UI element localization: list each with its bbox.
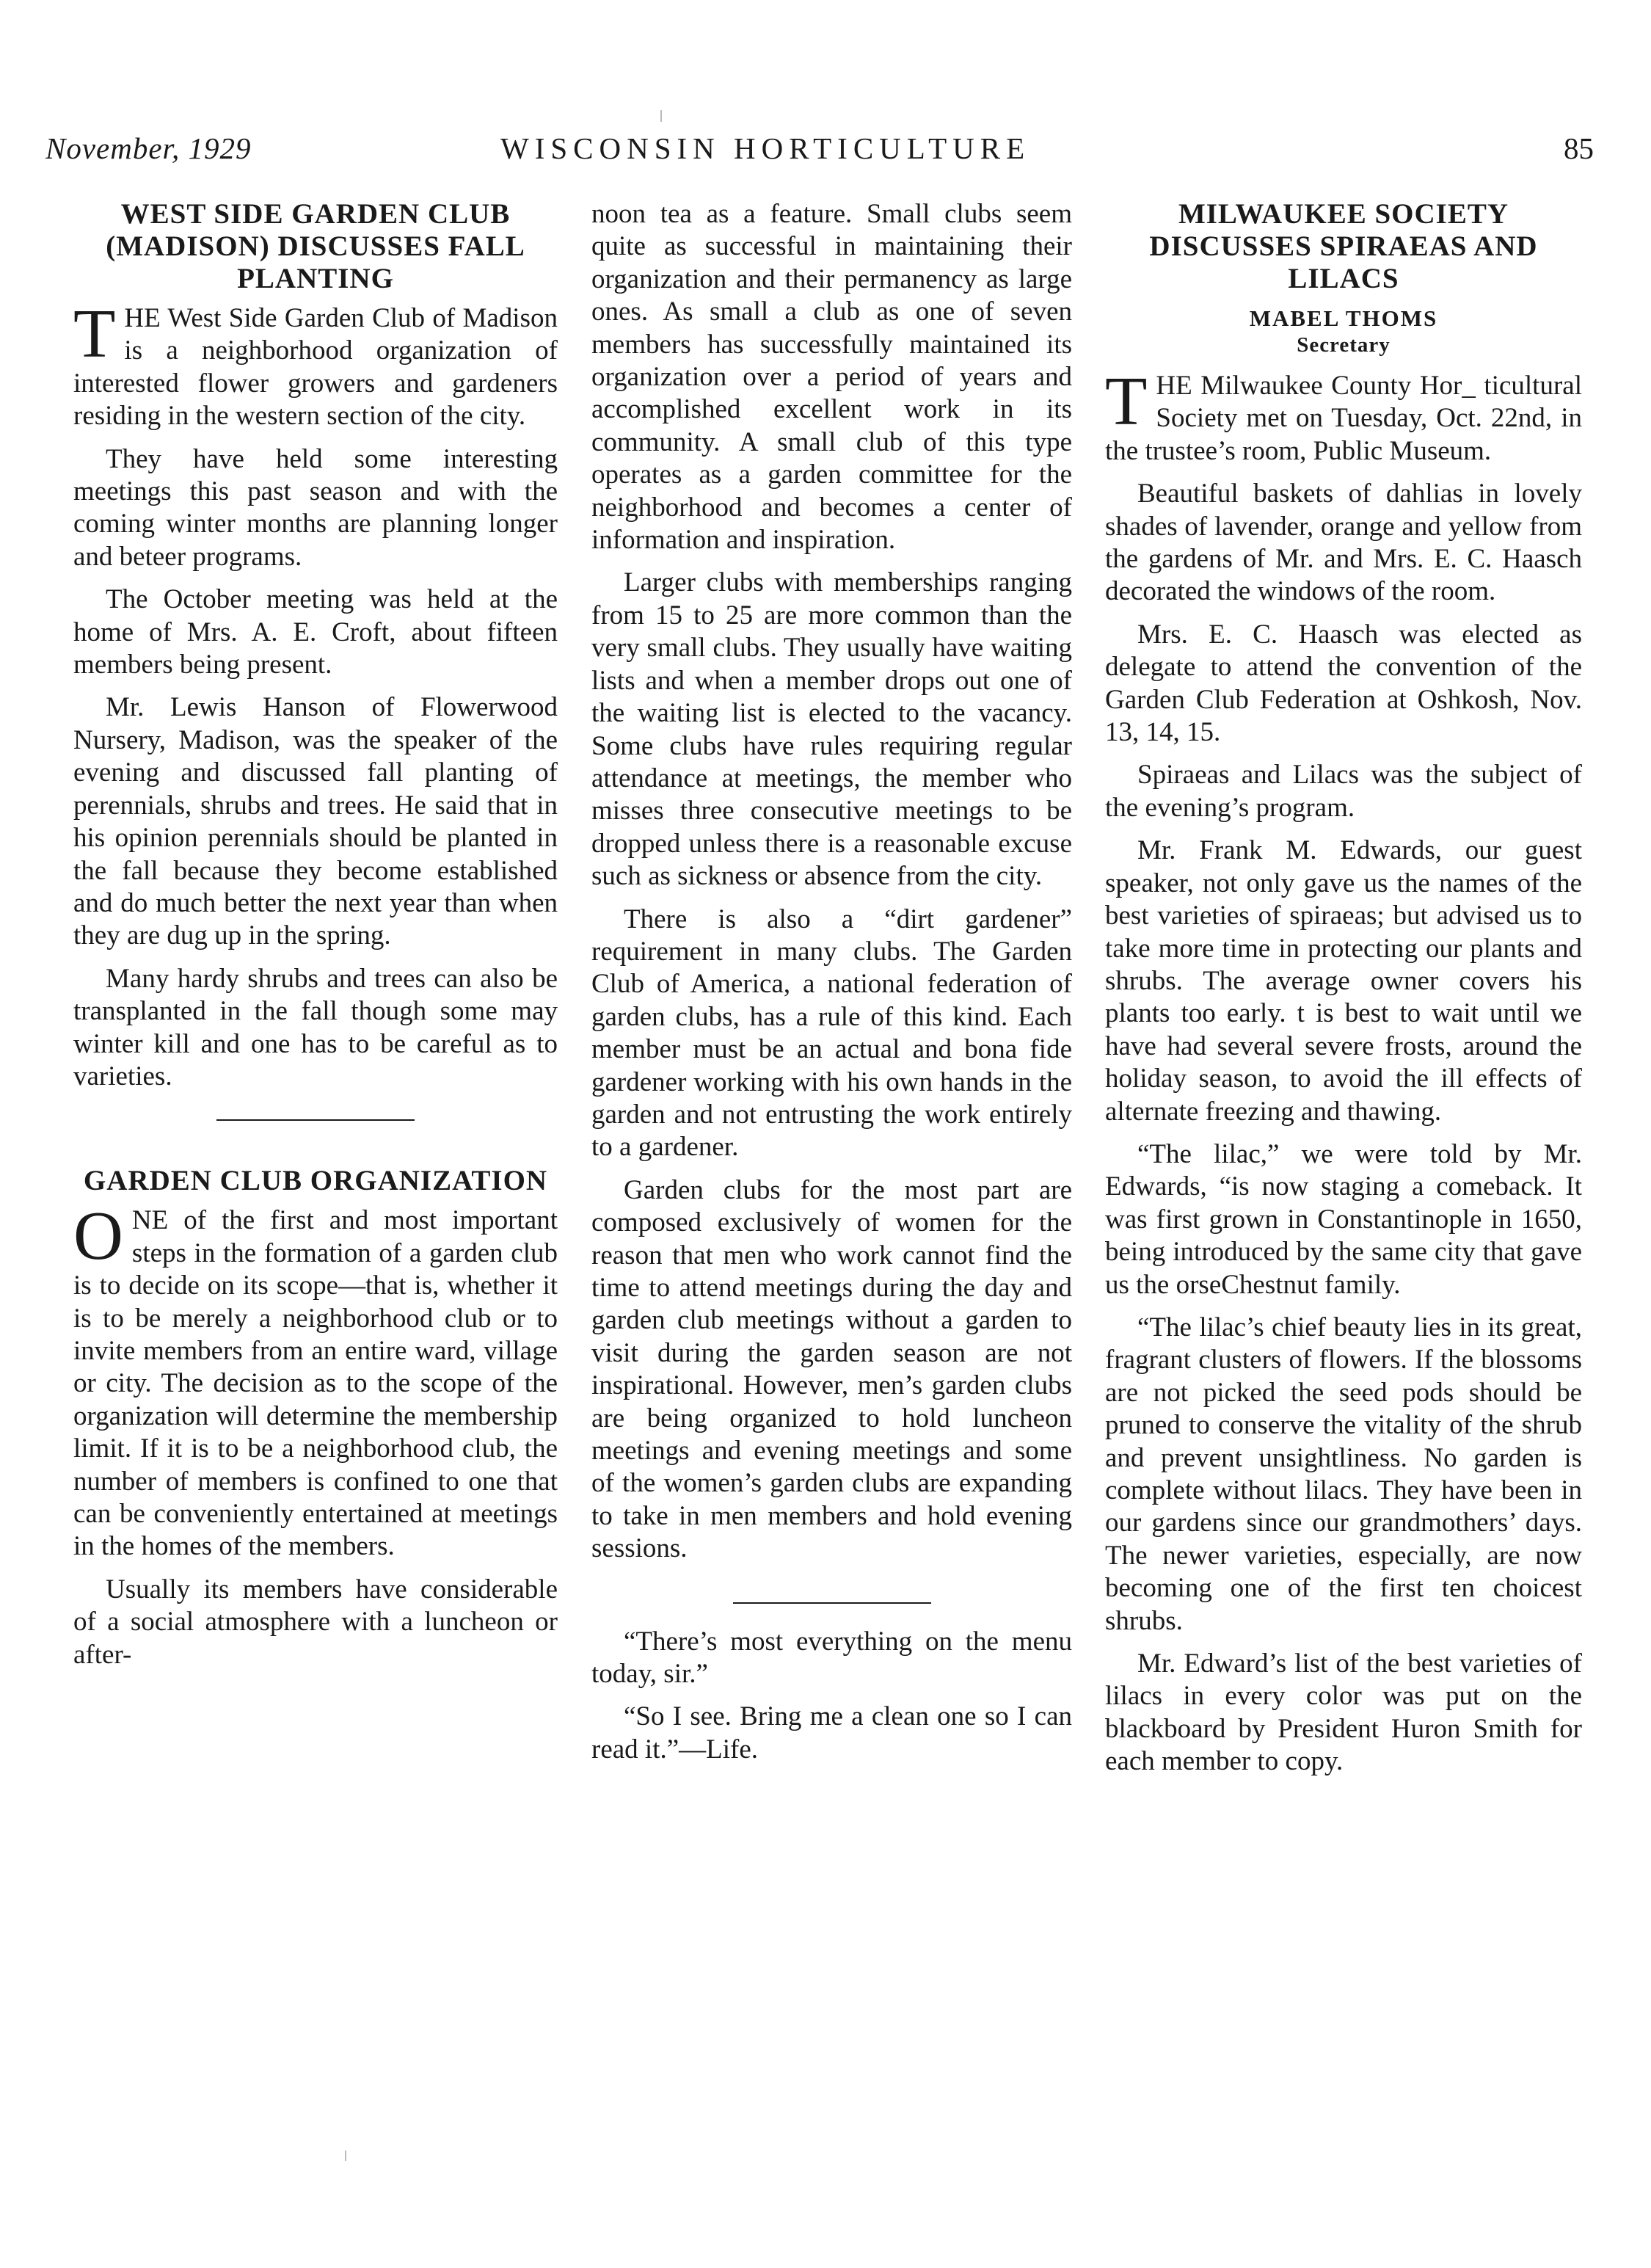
scan-mark: [660, 110, 662, 122]
column-left: [73, 198, 558, 1682]
page-header: [45, 131, 1594, 175]
article-milwaukee-para-2: Beautiful baskets of dahlias in lovely shades of lavender, orange and yellow from the gardens of Mr. and Mrs. E. C. Haasch decorated the windows of the room.: [1105, 479, 1582, 607]
section-divider: [733, 1602, 931, 1604]
article-west-side-headline: WEST SIDE GARDEN CLUB (MADISON) DISCUSSES FALL PLANTING: [106, 198, 525, 294]
article-west-side-para-4: Mr. Lewis Hanson of Flowerwood Nursery, Madison, was the speaker of the evening and discussed fall planting of perennials, shrubs and trees. He said that in his opinion perennials should be planted in the fall because they become established and do much better the next year than when they are dug up in the spring.: [73, 692, 558, 951]
article-organization-para-3: Larger clubs with memberships ranging from 15 to 25 are more common than the very small clubs. They usually have waiting lists and when a member drops out one of the waiting list is elected to the vacancy. Some clubs have rules requiring regular attendance at meetings, the member who misses three consecutive meetings to be dropped unless there is a reasonable excuse such as sickness or absence from the city.: [591, 567, 1072, 892]
article-milwaukee-para-3: Mrs. E. C. Haasch was elected as delegate to attend the convention of the Garden Club Federation at Oshkosh, Nov. 13, 14, 15.: [1105, 619, 1582, 748]
column-middle: [591, 198, 1072, 1776]
section-divider: [216, 1119, 415, 1121]
article-milwaukee-para-8: Mr. Edward’s list of the best varieties of lilacs in every color was put on the blackboard by President Huron Smith for each member to copy.: [1105, 1649, 1582, 1777]
article-milwaukee-para-6: “The lilac,” we were told by Mr. Edwards, “is now staging a comeback. It was first grown in Constantinople in 1650, being introduced by the same city that gave us the orseChestnut family.: [1105, 1138, 1582, 1300]
article-milwaukee-para-4: Spiraeas and Lilacs was the subject of the evening’s program.: [1105, 760, 1582, 823]
joke-line-2: “So I see. Bring me a clean one so I can read it.”—Life.: [591, 1701, 1072, 1764]
journal-title: WISCONSIN HORTICULTURE: [500, 131, 1031, 165]
article-organization-para-4: There is also a “dirt gardener” requirement in many clubs. The Garden Club of America, a national federation of garden clubs, has a rule of this kind. Each member must be an actual and bona fide gardener working with his own hands in the garden and not entrusting the work entirely to a gardener.: [591, 904, 1072, 1163]
byline: [1105, 305, 1582, 358]
article-west-side-para-5: Many hardy shrubs and trees can also be transplanted in the fall though some may winter kill and one has to be careful as to varieties.: [73, 963, 558, 1091]
article-milwaukee-headline: MILWAUKEE SOCIETY DISCUSSES SPIRAEAS AND LILACS: [1149, 198, 1538, 294]
article-milwaukee-para-5: Mr. Frank M. Edwards, our guest speaker, not only gave us the names of the best varieties of spiraeas; but advised us to take more time in protecting our plants and shrubs. The average owner covers his plants too early. t is best to wait until we have had several severe frosts, around the holiday season, to avoid the ill effects of alternate freezing and thawing.: [1105, 835, 1582, 1127]
article-organization-para-5: Garden clubs for the most part are composed exclusively of women for the reason that men who work cannot find the time to attend meetings during the day and garden club meetings without a garden to visit during the garden season are not inspirational. However, men’s garden clubs are being organized to hold luncheon meetings and evening meetings and some of the women’s garden clubs are expanding to take in men members and hold evening sessions.: [591, 1174, 1072, 1564]
article-organization-para-2b: noon tea as a feature. Small clubs seem quite as successful in maintaining their organization and their permanency as large ones. As small a club as one of seven members has successfully maintained its organization over a period of years and accomplished excellent work in its community. A small club of this type operates as a garden committee for the neighborhood and becomes a center of information and inspiration.: [591, 199, 1072, 556]
article-milwaukee-para-7: “The lilac’s chief beauty lies in its great, fragrant clusters of flowers. If the blossoms are not picked the seed pods should be pruned to conserve the vitality of the shrub and prevent unsightliness. No garden is complete without lilacs. They have been in our gardens since our grandmothers’ days. The newer varieties, especially, are now becoming one of the first ten choicest shrubs.: [1105, 1312, 1582, 1636]
joke-line-1: “There’s most everything on the menu today, sir.”: [591, 1626, 1072, 1690]
article-organization-para-2a: Usually its members have considerable of a social atmosphere with a luncheon or after-: [73, 1574, 558, 1670]
author-role: Secretary: [1297, 333, 1391, 357]
scan-mark: [345, 2151, 346, 2161]
article-west-side-para-3: The October meeting was held at the home of Mrs. A. E. Croft, about fifteen members being present.: [73, 584, 558, 680]
article-milwaukee-para-1: THE Milwaukee County Hor_ ticultural Society met on Tuesday, Oct. 22nd, in the trustee’s room, Public Museum.: [1105, 363, 1582, 466]
article-organization-para-1: ONE of the first and most important steps in the formation of a garden club is to decide on its scope—that is, whether it is to be merely a neighborhood club or to invite members from an entire ward, village or city. The decision as to the scope of the organization will determine the membership limit. If it is to be a neighborhood club, the number of members is confined to one that can be conveniently entertained at meetings in the homes of the members.: [73, 1198, 558, 1562]
issue-date: November, 1929: [45, 131, 252, 165]
author-name: MABEL THOMS: [1249, 305, 1438, 331]
page-number: 85: [1564, 131, 1594, 165]
article-organization-headline: GARDEN CLUB ORGANIZATION: [83, 1165, 548, 1197]
drop-cap: O: [73, 1198, 123, 1275]
column-right: [1105, 198, 1582, 1789]
article-west-side-para-2: They have held some interesting meetings this past season and with the coming winter months are planning longer and beteer programs.: [73, 443, 558, 572]
drop-cap: T: [73, 296, 116, 372]
drop-cap: T: [1105, 363, 1148, 440]
article-west-side-para-1: THE West Side Garden Club of Madison is a neighborhood organization of interested flower growers and gardeners residing in the western section of the city.: [73, 296, 558, 432]
